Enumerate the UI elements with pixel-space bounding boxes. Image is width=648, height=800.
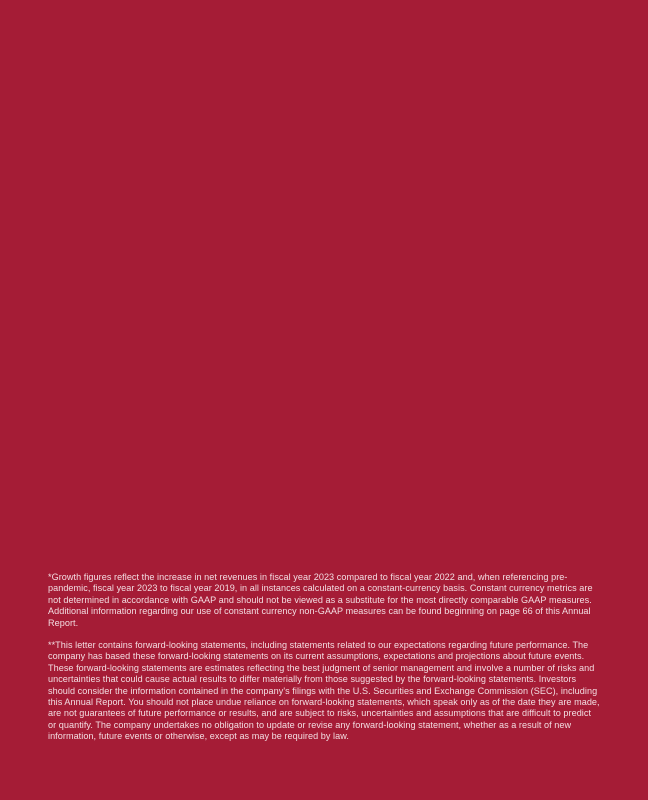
footnote-growth-figures: *Growth figures reflect the increase in net revenues in fiscal year 2023 compared to fiscal year 2022 and, when referencing pre-pandemic, fiscal year 2023 to fiscal year 2019, in all instances calculated on a constant-currency basis. Constant currency metrics are not determined in accordance with GAAP and should not be viewed as a substitute for the most directly comparable GAAP measures. Additional information regarding our use of constant currency non-GAAP measures can be found beginning on page 66 of this Annual Report.	[48, 572, 593, 628]
footnotes-section	[48, 572, 600, 743]
footnote-forward-looking-statements: **This letter contains forward-looking statements, including statements related to our expectations regarding future performance. The company has based these forward-looking statements on its current assumptions, expectations and projections about future events. These forward-looking statements are estimates reflecting the best judgment of senior management and involve a number of risks and uncertainties that could cause actual results to differ materially from those suggested by the forward-looking statements. Investors should consider the information contained in the company's filings with the U.S. Securities and Exchange Commission (SEC), including this Annual Report. You should not place undue reliance on forward-looking statements, which speak only as of the date they are made, are not guarantees of future performance or results, and are subject to risks, uncertainties and assumptions that are difficult to predict or quantify. The company undertakes no obligation to update or revise any forward-looking statement, whether as a result of new information, future events or otherwise, except as may be required by law.	[48, 640, 600, 742]
